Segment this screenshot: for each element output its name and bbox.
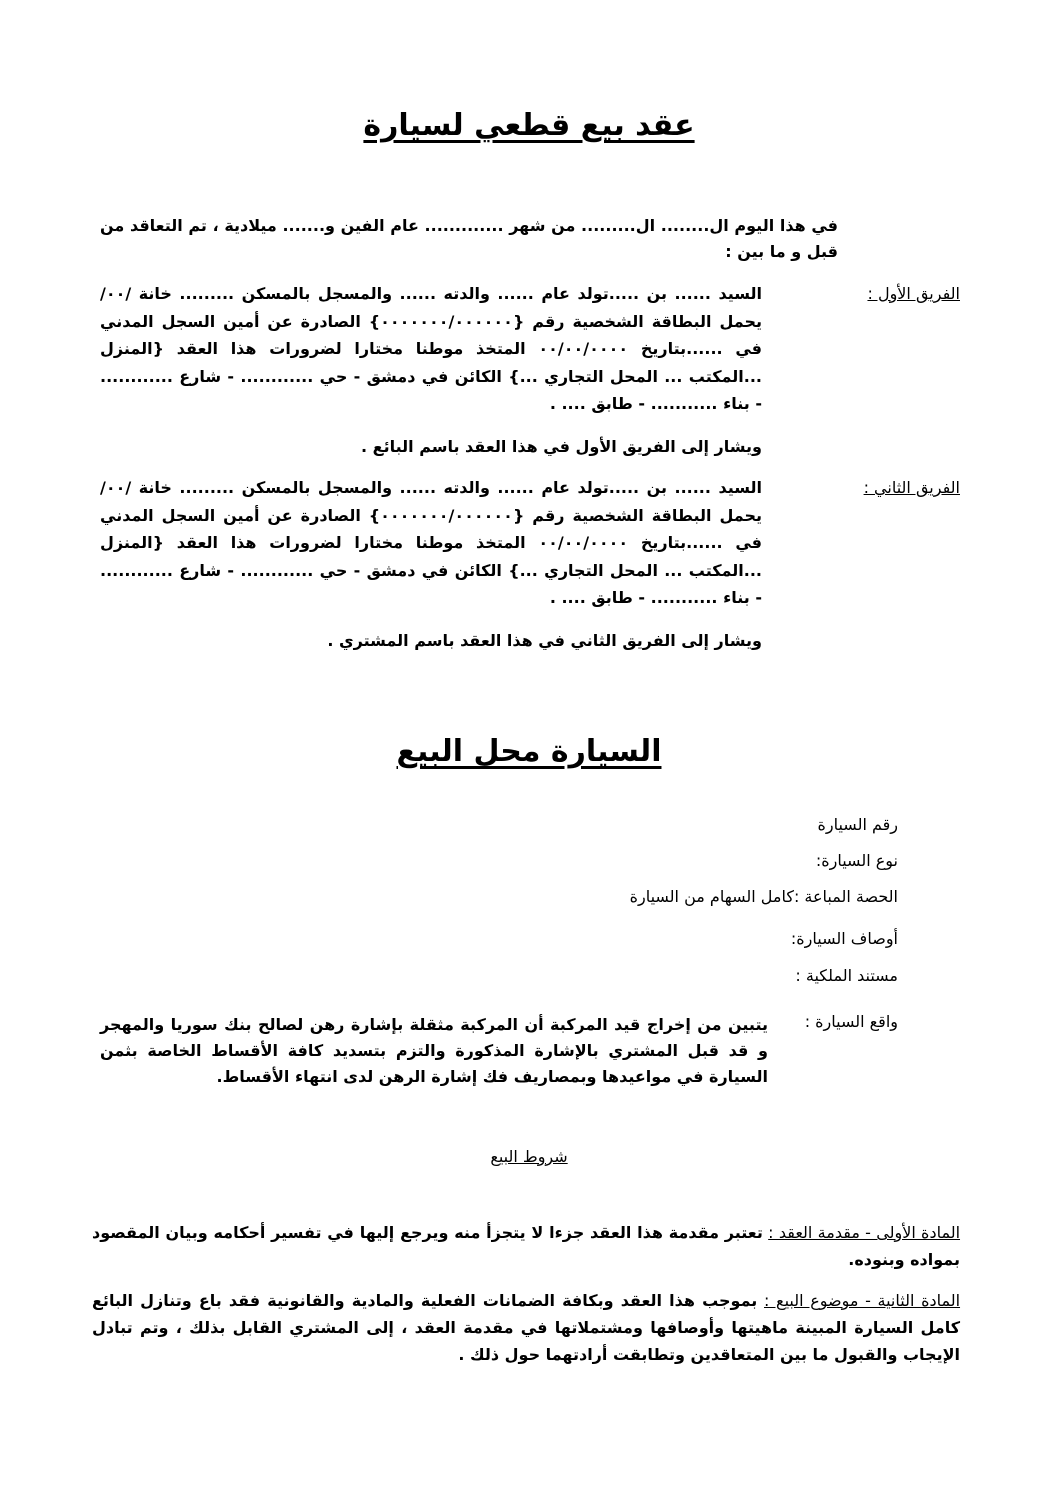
article-2-body: بموجب هذا العقد وبكافة الضمانات الفعلية والمادية والقانونية فقد باع وتنازل البائع كامل السيارة المبينة ماهيتها وأوصافها ومشتملاتها في مقدمة العقد ، إلى المشتري القابل بذلك ، وتم تبادل الإيجاب والقبول ما بين المتعاقدين وتطابقت أرادتهما حول ذلك .	[92, 1291, 960, 1364]
party2-label: الفريق الثاني :	[863, 478, 960, 497]
party2-details: السيد ...... بن .....تولد عام ...... والدته ...... والمسجل بالمسكن ......... خانة /٠٠/ يحمل البطاقة الشخصية رقم {٠٠٠٠٠٠٠/٠٠٠٠٠٠} الصادرة عن أمين السجل المدني في ......بتاريخ ٠٠/٠٠/٠٠٠٠ المتخذ موطنا مختارا لضرورات هذا العقد {المنزل ...المكتب ... المحل التجاري ...} الكائن في دمشق - حي ............ - شارع ............ - بناء ........... - طابق .... .	[100, 478, 762, 607]
car-status-label: واقع السيارة :	[804, 1012, 898, 1031]
car-section-title: السيارة محل البيع	[396, 734, 662, 769]
car-type-field: نوع السيارة:	[815, 851, 898, 870]
article-2-label: المادة الثانية - موضوع البيع :	[764, 1291, 961, 1310]
party2-reference: ويشار إلى الفريق الثاني في هذا العقد باسم المشتري .	[327, 631, 762, 650]
article-1-body: تعتبر مقدمة هذا العقد جزءا لا يتجزأ منه ويرجع إليها في تفسير أحكامه وبيان المقصود بمواده وبنوده.	[92, 1223, 960, 1269]
contract-title: عقد بيع قطعي لسيارة	[363, 108, 695, 143]
intro-paragraph: في هذا اليوم ال........ ال......... من شهر ............. عام الفين و....... ميلادية ، تم التعاقد من قبل و ما بين :	[100, 216, 838, 261]
car-specs-field: أوصاف السيارة:	[790, 929, 898, 948]
article-1	[92, 1219, 960, 1273]
car-plate-field: رقم السيارة	[817, 815, 898, 834]
party1-label: الفريق الأول :	[867, 284, 960, 303]
car-share-field: الحصة المباعة :كامل السهام من السيارة	[629, 887, 898, 906]
car-status-details: يتبين من إخراج قيد المركبة أن المركبة مثقلة بإشارة رهن لصالح بنك سوريا والمهجر و قد قبل المشتري بالإشارة المذكورة والتزم بتسديد كافة الأقساط الخاصة بثمن السيارة في مواعيدها وبمصاريف فك إشارة الرهن لدى انتهاء الأقساط.	[100, 1015, 768, 1086]
party1-details: السيد ...... بن .....تولد عام ...... والدته ...... والمسجل بالمسكن ......... خانة /٠٠/ يحمل البطاقة الشخصية رقم {٠٠٠٠٠٠٠/٠٠٠٠٠٠} الصادرة عن أمين السجل المدني في ......بتاريخ ٠٠/٠٠/٠٠٠٠ المتخذ موطنا مختارا لضرورات هذا العقد {المنزل ...المكتب ... المحل التجاري ...} الكائن في دمشق - حي ............ - شارع ............ - بناء ........... - طابق .... .	[100, 284, 762, 413]
article-1-label: المادة الأولى - مقدمة العقد :	[768, 1223, 961, 1242]
article-2	[92, 1287, 960, 1368]
party1-reference: ويشار إلى الفريق الأول في هذا العقد باسم البائع .	[361, 437, 762, 456]
ownership-doc-field: مستند الملكية :	[795, 966, 898, 985]
terms-title: شروط البيع	[490, 1147, 568, 1166]
